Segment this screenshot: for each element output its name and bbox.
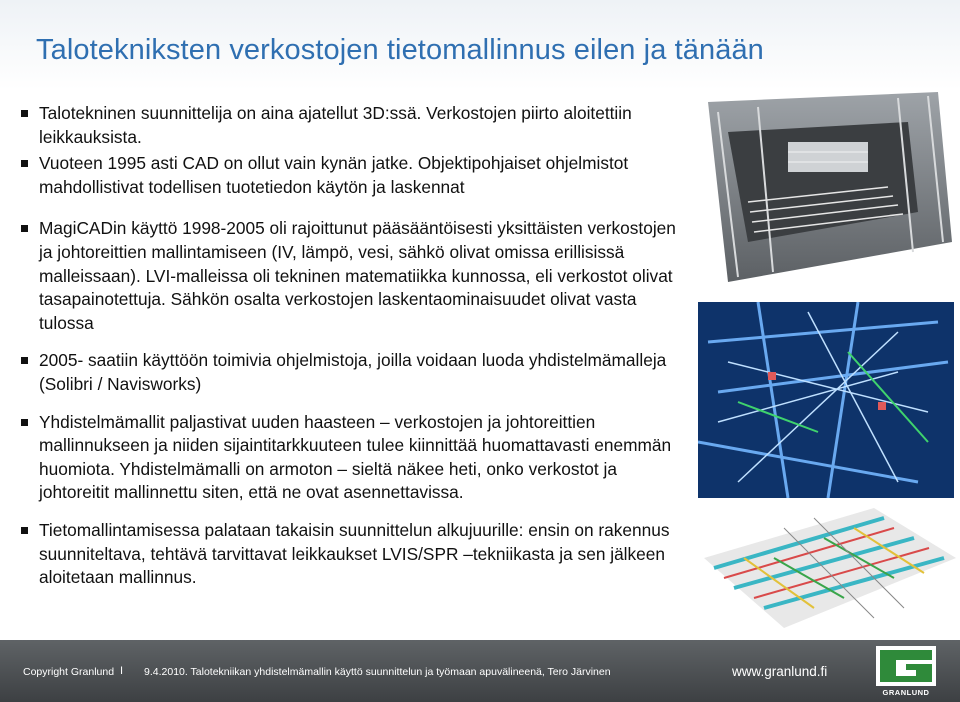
building-section-image xyxy=(688,92,952,288)
bullet-list xyxy=(18,102,690,590)
footer-meta: 9.4.2010. Talotekniikan yhdistelmämallin käyttö suunnittelun ja työmaan apuvälineenä, Tero Järvinen xyxy=(144,666,611,678)
list-item xyxy=(18,411,690,505)
list-item xyxy=(18,217,690,335)
bullet-text: Yhdistelmämallit paljastivat uuden haasteen – verkostojen ja johtoreittien mallinnukseen ja niiden sijaintitarkkuuteen tulee kiinnittää huomattavasti enemmän huomiota. Yhdistelmämalli on armoton – sieltä näkee heti, onko verkostot ja johtoreitit mallinnettu siten, että ne ovat asennettavissa. xyxy=(39,411,672,503)
square-bullet-icon xyxy=(21,225,28,232)
list-item xyxy=(18,519,690,590)
square-bullet-icon xyxy=(21,357,28,364)
bullet-text: Vuoteen 1995 asti CAD on ollut vain kynän jatke. Objektipohjaiset ohjelmistot mahdollistivat todellisen tuotetiedon käytön ja laskennat xyxy=(39,153,629,197)
square-bullet-icon xyxy=(21,110,28,117)
mep-model-image xyxy=(698,302,954,498)
bullet-text: Tietomallintamisessa palataan takaisin suunnittelun alkujuurille: ensin on rakennus suunniteltava, tehtävä tarvittavat leikkaukset LVIS/SPR –tekniikasta ja sen jälkeen aloitetaan mallinnus. xyxy=(39,519,670,588)
square-bullet-icon xyxy=(21,527,28,534)
square-bullet-icon xyxy=(21,160,28,167)
bullet-text: Talotekninen suunnittelija on aina ajatellut 3D:ssä. Verkostojen piirto aloitettiin leikkauksista. xyxy=(39,103,632,147)
footer-website-link[interactable]: www.granlund.fi xyxy=(732,664,828,679)
square-bullet-icon xyxy=(21,419,28,426)
slide-title: Talotekniksten verkostojen tietomallinnus eilen ja tänään xyxy=(36,34,764,66)
bullet-text: 2005- saatiin käyttöön toimivia ohjelmistoja, joilla voidaan luoda yhdistelmämalleja (Solibri / Navisworks) xyxy=(39,350,667,394)
combined-model-image xyxy=(694,498,956,636)
footer-copyright: Copyright Granlund xyxy=(23,666,115,678)
footer xyxy=(0,640,960,702)
logo-text: GRANLUND xyxy=(882,688,930,697)
list-item xyxy=(18,349,690,396)
list-item xyxy=(18,152,690,199)
bullet-text: MagiCADin käyttö 1998-2005 oli rajoittunut pääsääntöisesti yksittäisten verkostojen ja johtoreittien mallintamiseen (IV, lämpö, vesi, sähkö olivat omissa erillisissä malleissaan). LVI-malleissa oli tekninen matematiikka kunnossa, eli verkostot olivat tasapainotettuja. Sähkön osalta verkostojen laskentaominaisuudet olivat vasta tulossa xyxy=(39,218,676,333)
list-item xyxy=(18,102,690,149)
footer-separator: I xyxy=(120,665,124,677)
